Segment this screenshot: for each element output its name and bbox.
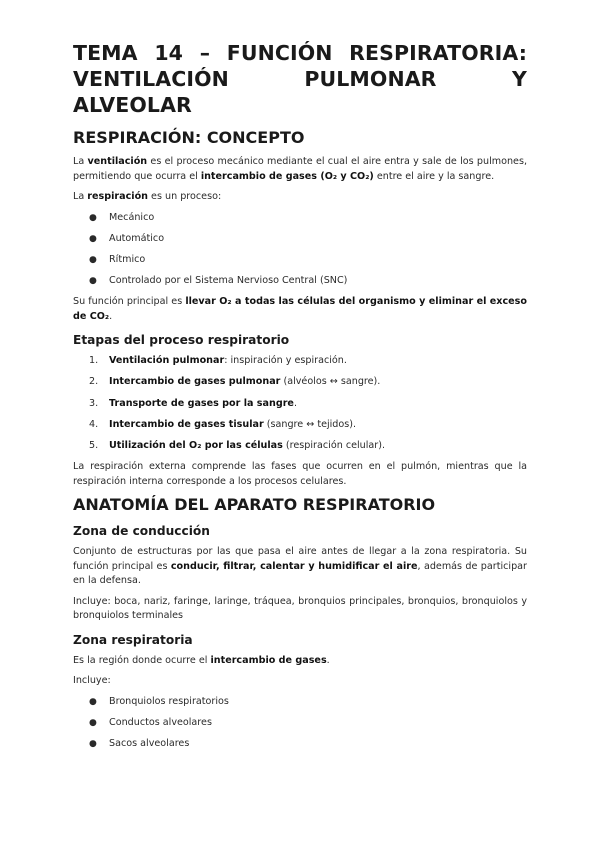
paragraph-incluye-conduccion: Incluye: boca, nariz, faringe, laringe, tráquea, bronquios principales, bronquios, bronquiolos y bronquiolos terminales [73,595,527,622]
title-line-3: ALVEOLAR [73,93,192,117]
list-item: 5. Utilización del O₂ por las células (respiración celular). [89,440,386,451]
bullet-icon: ● [89,233,97,244]
list-item: 2. Intercambio de gases pulmonar (alvéolos ↔ sangre). [89,376,381,388]
paragraph-respiracion-externa: La respiración externa comprende las fases que ocurren en el pulmón, mientras que la respiración interna corresponde a los procesos celulares. [73,461,527,487]
subheading-zona-conduccion: Zona de conducción [73,524,210,539]
list-item: 1. Ventilación pulmonar: inspiración y espiración. [89,355,347,367]
title-line-2: VENTILACIÓN PULMONAR Y [73,67,527,91]
list-item: ● Automático [89,232,165,244]
document-page [73,40,527,758]
paragraph-respiracion: La respiración es un proceso: [73,191,222,202]
list-item: ● Controlado por el Sistema Nervioso Central (SNC) [89,275,348,287]
page-title [73,40,527,118]
bullet-icon: ● [89,212,97,223]
list-item: ● Bronquiolos respiratorios [89,695,229,707]
paragraph-zona-respiratoria: Es la región donde ocurre el intercambio de gases. [73,654,330,666]
subheading-etapas: Etapas del proceso respiratorio [73,333,290,348]
list-item: 4. Intercambio de gases tisular (sangre ↔ tejidos). [89,418,357,430]
list-item: ● Rítmico [89,253,146,265]
list-item: ● Sacos alveolares [89,738,190,750]
subheading-zona-respiratoria: Zona respiratoria [73,632,193,647]
stages-list [73,354,527,453]
bullet-icon: ● [89,254,97,265]
paragraph-ventilacion: La ventilación es el proceso mecánico mediante el cual el aire entra y sale de los pulmones, permitiendo que ocurra el intercambio de gases (O₂ y CO₂) entre el aire y la sangre. [73,156,527,182]
section-heading-anatomia: ANATOMÍA DEL APARATO RESPIRATORIO [73,495,436,515]
list-item: ● Mecánico [89,211,155,223]
respiratory-zone-list [73,695,527,751]
paragraph-funcion-principal: Su función principal es llevar O₂ a todas las células del organismo y eliminar el exceso de CO₂. [73,296,527,322]
bullet-icon: ● [89,696,97,707]
list-item: ● Conductos alveolares [89,716,212,728]
list-item: 3. Transporte de gases por la sangre. [89,397,297,409]
respiration-traits-list [73,211,527,289]
paragraph-zona-conduccion: Conjunto de estructuras por las que pasa el aire antes de llegar a la zona respiratoria. Su función principal es conducir, filtrar, calentar y humidificar el aire, además de participar en la defensa. [73,546,527,587]
bullet-icon: ● [89,739,97,750]
bullet-icon: ● [89,276,97,287]
title-line-1: TEMA 14 – FUNCIÓN RESPIRATORIA: [73,41,527,65]
section-heading-respiracion: RESPIRACIÓN: CONCEPTO [73,128,305,147]
paragraph-incluye: Incluye: [73,675,111,687]
bullet-icon: ● [89,717,97,728]
